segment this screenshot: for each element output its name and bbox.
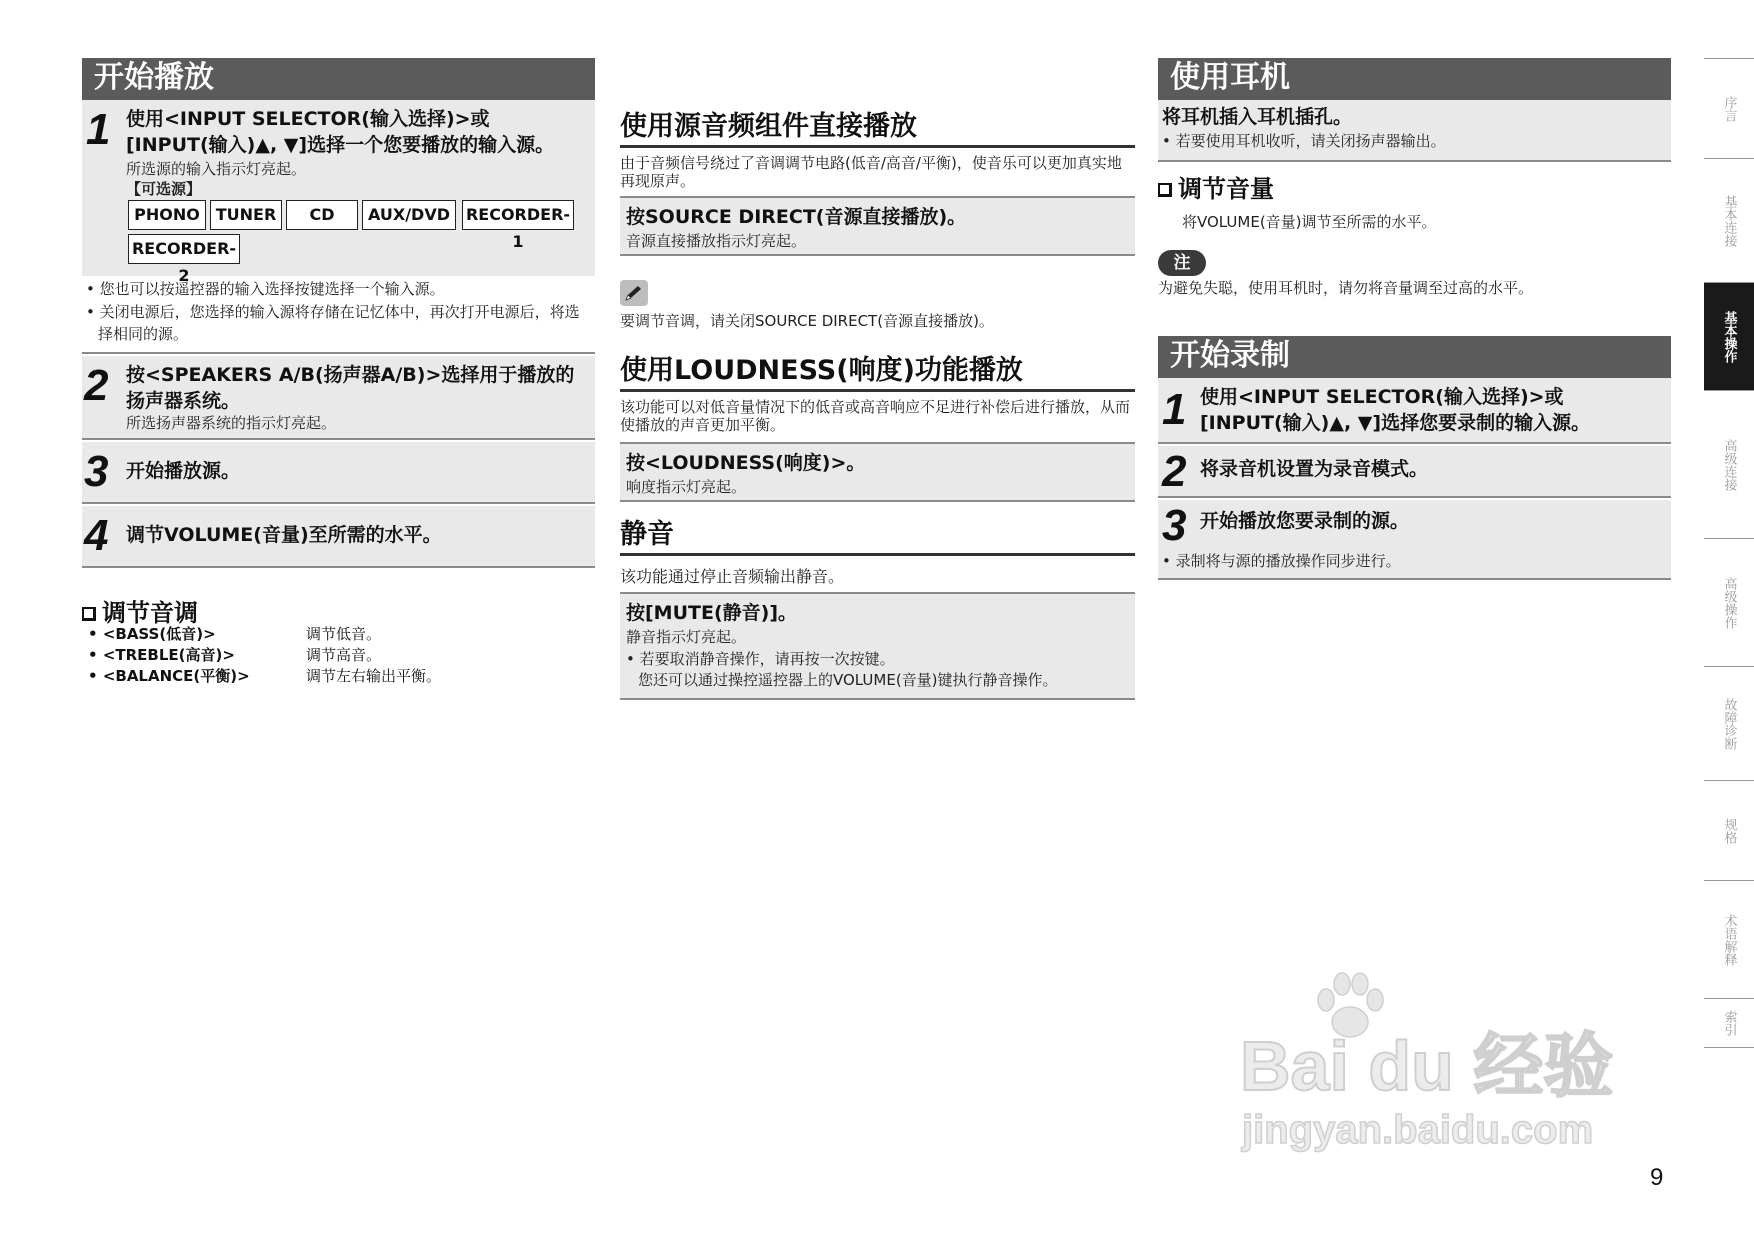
step-3-panel [82, 442, 595, 504]
tone-heading: 调节音调 [82, 598, 198, 628]
section-title-playback: 开始播放 [82, 58, 595, 100]
step-text: 将耳机插入耳机插孔。 [1162, 106, 1353, 128]
step-number: 2 [1162, 447, 1187, 496]
source-aux-dvd: AUX/DVD [362, 200, 456, 230]
step-text: 使用<INPUT SELECTOR(输入选择)>或[INPUT(输入)▲, ▼]选择您要录制的输入源。 [1200, 386, 1591, 434]
tab-basic-operation[interactable]: 基本操作 [1704, 282, 1754, 390]
step-number: 3 [84, 447, 109, 496]
section-title-headphones: 使用耳机 [1158, 58, 1671, 100]
step-subtext: 响度指示灯亮起。 [626, 478, 747, 496]
record-note: • 录制将与源的播放操作同步进行。 [1162, 552, 1401, 570]
step-subtext: 静音指示灯亮起。 [626, 628, 747, 646]
step-2-panel [82, 356, 595, 440]
direct-description: 由于音频信号绕过了音调调节电路(低音/高音/平衡)，使音乐可以更加真实地再现原声。 [620, 154, 1122, 190]
record-step-2-panel [1158, 446, 1671, 498]
step-text: 使用<INPUT SELECTOR(输入选择)>或[INPUT(输入)▲, ▼]选择一个您要播放的输入源。 [126, 108, 555, 156]
step-4-panel [82, 506, 595, 568]
checkbox-square-icon [82, 607, 96, 621]
volume-text: 将VOLUME(音量)调节至所需的水平。 [1182, 213, 1437, 231]
record-step-3-panel [1158, 500, 1671, 580]
memo-pencil-icon [620, 280, 648, 306]
tab-basic-connections[interactable]: 基本连接 [1704, 158, 1754, 282]
mute-note-2: 您还可以通过操控遥控器上的VOLUME(音量)键执行静音操作。 [638, 671, 1058, 689]
direct-heading: 使用源音频组件直接播放 [620, 110, 1135, 148]
step-text: 按<SPEAKERS A/B(扬声器A/B)>选择用于播放的扬声器系统。 [126, 364, 575, 412]
page-number: 9 [1650, 1164, 1664, 1191]
source-cd: CD [286, 200, 358, 230]
tone-list [88, 624, 488, 687]
checkbox-square-icon [1158, 183, 1172, 197]
headphones-step-panel [1158, 100, 1671, 162]
step-subtext: 所选扬声器系统的指示灯亮起。 [126, 414, 337, 432]
mute-step-panel [620, 592, 1135, 700]
step-subtext: 所选源的输入指示灯亮起。 [126, 160, 307, 178]
step-number: 1 [86, 105, 111, 154]
source-recorder-1: RECORDER-1 [462, 200, 574, 230]
direct-memo: 要调节音调，请关闭SOURCE DIRECT(音源直接播放)。 [620, 312, 994, 330]
step-text: 将录音机设置为录音模式。 [1200, 458, 1429, 480]
tab-advanced-operation[interactable]: 高级操作 [1704, 538, 1754, 666]
headphones-note: • 若要使用耳机收听，请关闭扬声器输出。 [1162, 132, 1446, 150]
step-number: 4 [84, 511, 109, 560]
sources-label: 【可选源】 [126, 180, 202, 198]
direct-step-panel [620, 196, 1135, 256]
caution-badge: 注 [1158, 250, 1206, 276]
loudness-description: 该功能可以对低音量情况下的低音或高音响应不足进行补偿后进行播放，从而使播放的声音更加平衡。 [620, 398, 1131, 434]
step-number: 3 [1162, 501, 1187, 550]
list-item: • <BASS(低音)> 调节低音。 [88, 625, 382, 643]
tab-advanced-connections[interactable]: 高级连接 [1704, 390, 1754, 538]
loudness-step-panel [620, 442, 1135, 502]
caution-text: 为避免失聪，使用耳机时，请勿将音量调至过高的水平。 [1158, 279, 1534, 297]
source-tuner: TUNER [210, 200, 282, 230]
mute-heading: 静音 [620, 518, 1135, 556]
step-1-panel [82, 100, 595, 354]
list-item: • <BALANCE(平衡)> 调节左右输出平衡。 [88, 667, 442, 685]
loudness-heading: 使用LOUDNESS(响度)功能播放 [620, 354, 1135, 392]
record-step-1-panel [1158, 378, 1671, 444]
source-phono: PHONO [128, 200, 206, 230]
note-2: • 关闭电源后，您选择的输入源将存储在记忆体中，再次打开电源后，将选择相同的源。 [86, 303, 580, 343]
section-title-recording: 开始录制 [1158, 336, 1671, 378]
step-text: 按[MUTE(静音)]。 [626, 602, 798, 624]
list-item: • <TREBLE(高音)> 调节高音。 [88, 646, 382, 664]
volume-heading: 调节音量 [1158, 174, 1274, 204]
tab-glossary[interactable]: 术语解释 [1704, 880, 1754, 998]
mute-note-1: • 若要取消静音操作，请再按一次按键。 [626, 650, 895, 668]
step-subtext: 音源直接播放指示灯亮起。 [626, 232, 807, 250]
tab-preface[interactable]: 序言 [1704, 58, 1754, 158]
watermark-brand: Bai du 经验 [1240, 1027, 1614, 1105]
note-1: • 您也可以按遥控器的输入选择按键选择一个输入源。 [86, 280, 445, 298]
step-text: 调节VOLUME(音量)至所需的水平。 [126, 524, 442, 546]
step-number: 1 [1162, 385, 1187, 434]
step-text: 按<LOUDNESS(响度)>。 [626, 452, 866, 474]
tab-specifications[interactable]: 规格 [1704, 780, 1754, 880]
mute-description: 该功能通过停止音频输出静音。 [620, 567, 845, 586]
step-text: 开始播放您要录制的源。 [1200, 510, 1410, 532]
tab-index[interactable]: 索引 [1704, 998, 1754, 1048]
tab-troubleshooting[interactable]: 故障诊断 [1704, 666, 1754, 780]
watermark-url: jingyan.baidu.com [1242, 1108, 1594, 1152]
source-recorder-2: RECORDER-2 [128, 234, 240, 264]
step-text: 按SOURCE DIRECT(音源直接播放)。 [626, 206, 967, 228]
step-text: 开始播放源。 [126, 460, 241, 482]
step-number: 2 [84, 361, 109, 410]
